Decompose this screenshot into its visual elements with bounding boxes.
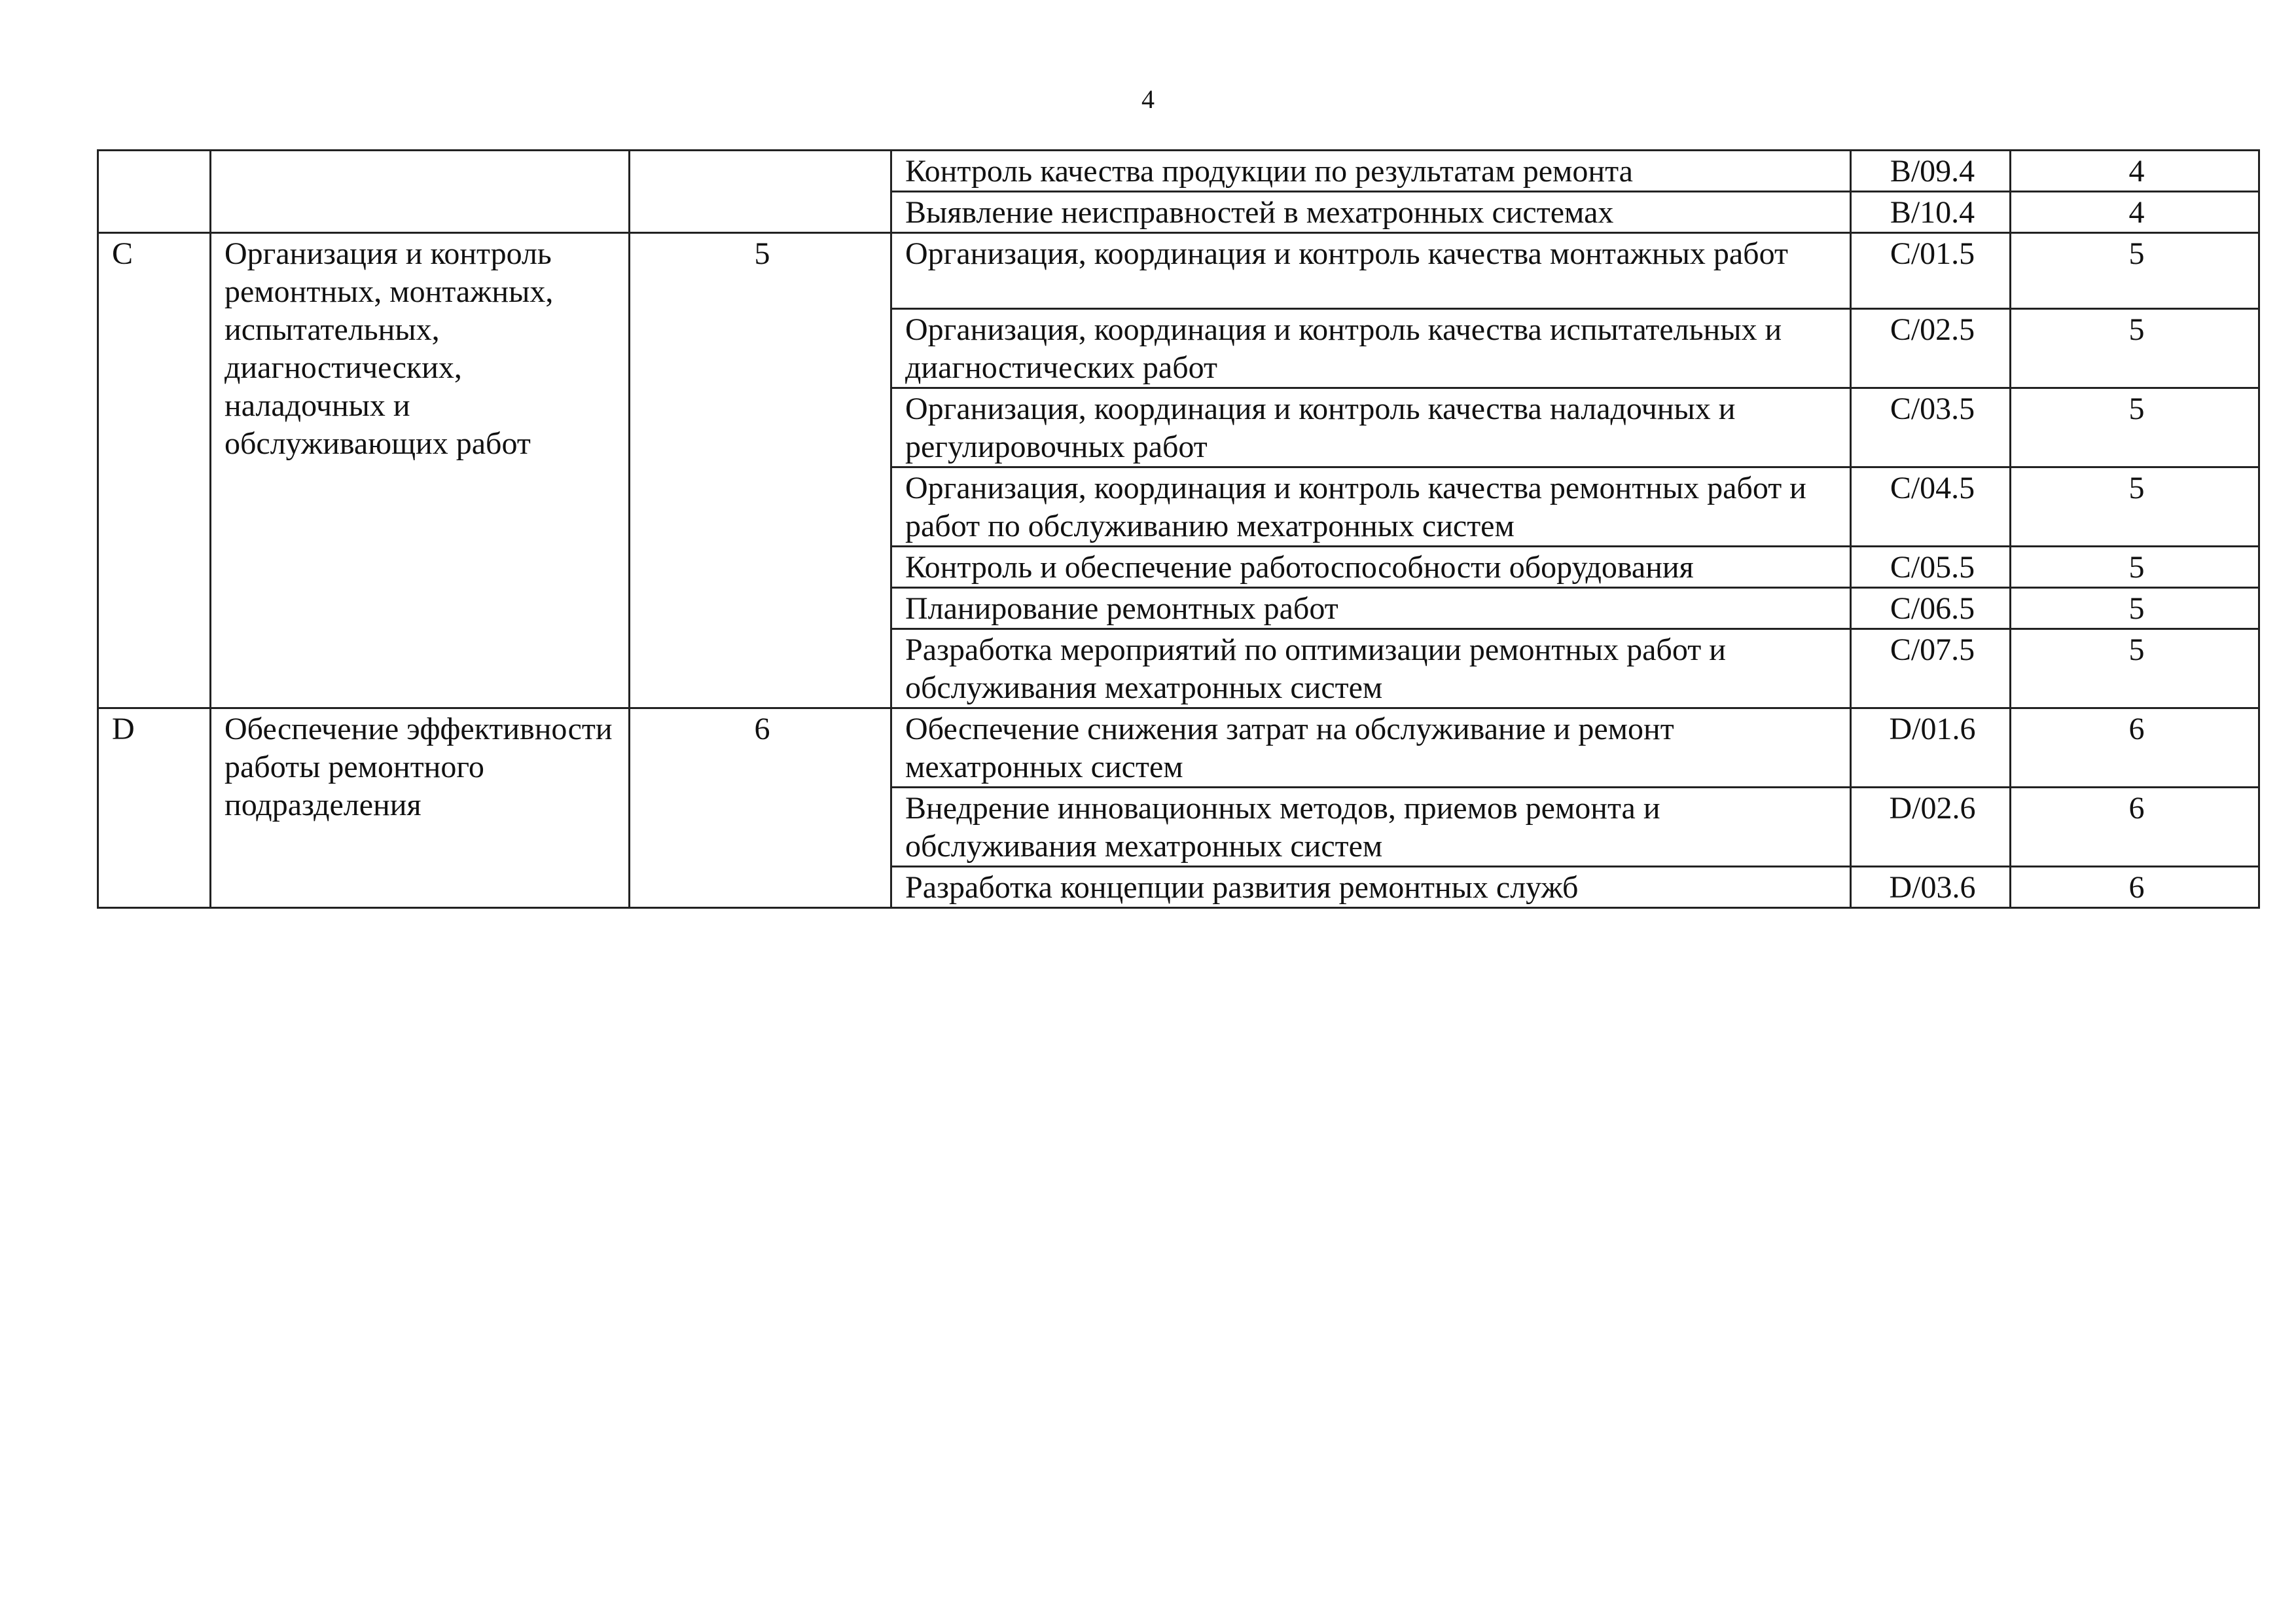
function-level: 6 — [2011, 867, 2259, 908]
function-name: Разработка мероприятий по оптимизации ремонтных работ и обслуживания мехатронных систем — [891, 629, 1851, 708]
function-code: B/10.4 — [1851, 192, 2011, 233]
function-name: Контроль качества продукции по результатам ремонта — [891, 151, 1851, 192]
function-code: C/07.5 — [1851, 629, 2011, 708]
function-level: 4 — [2011, 151, 2259, 192]
function-code: C/05.5 — [1851, 547, 2011, 588]
function-code: C/03.5 — [1851, 388, 2011, 467]
labor-functions-table — [97, 149, 2260, 909]
function-name: Обеспечение снижения затрат на обслуживание и ремонт мехатронных систем — [891, 708, 1851, 788]
function-level: 5 — [2011, 467, 2259, 547]
function-code: C/01.5 — [1851, 233, 2011, 309]
function-level: 6 — [2011, 788, 2259, 867]
function-name: Организация, координация и контроль качества монтажных работ — [891, 233, 1851, 309]
function-level: 5 — [2011, 388, 2259, 467]
function-code: C/02.5 — [1851, 309, 2011, 388]
function-name: Организация, координация и контроль качества испытательных и диагностических работ — [891, 309, 1851, 388]
function-level: 5 — [2011, 309, 2259, 388]
function-level: 4 — [2011, 192, 2259, 233]
function-level: 6 — [2011, 708, 2259, 788]
function-name: Планирование ремонтных работ — [891, 588, 1851, 629]
group-level: 5 — [630, 233, 891, 708]
function-level: 5 — [2011, 547, 2259, 588]
function-code: C/06.5 — [1851, 588, 2011, 629]
function-name: Выявление неисправностей в мехатронных системах — [891, 192, 1851, 233]
group-b-code-cell — [98, 151, 211, 233]
function-code: C/04.5 — [1851, 467, 2011, 547]
function-name: Организация, координация и контроль качества наладочных и регулировочных работ — [891, 388, 1851, 467]
group-name: Обеспечение эффективности работы ремонтного подразделения — [211, 708, 630, 908]
function-level: 5 — [2011, 233, 2259, 309]
function-code: D/01.6 — [1851, 708, 2011, 788]
function-level: 5 — [2011, 588, 2259, 629]
table-row — [98, 151, 2259, 192]
table-row — [98, 708, 2259, 788]
group-name: Организация и контроль ремонтных, монтажных, испытательных, диагностических, наладочных и обслуживающих работ — [211, 233, 630, 708]
page-number: 4 — [1141, 84, 1155, 114]
group-level: 6 — [630, 708, 891, 908]
function-name: Организация, координация и контроль качества ремонтных работ и работ по обслуживанию мехатронных систем — [891, 467, 1851, 547]
table-row — [98, 233, 2259, 309]
group-code: D — [98, 708, 211, 908]
function-code: D/03.6 — [1851, 867, 2011, 908]
group-b-level-cell — [630, 151, 891, 233]
function-name: Внедрение инновационных методов, приемов ремонта и обслуживания мехатронных систем — [891, 788, 1851, 867]
function-level: 5 — [2011, 629, 2259, 708]
function-code: B/09.4 — [1851, 151, 2011, 192]
group-b-name-cell — [211, 151, 630, 233]
function-code: D/02.6 — [1851, 788, 2011, 867]
function-name: Контроль и обеспечение работоспособности оборудования — [891, 547, 1851, 588]
function-name: Разработка концепции развития ремонтных служб — [891, 867, 1851, 908]
group-code: C — [98, 233, 211, 708]
